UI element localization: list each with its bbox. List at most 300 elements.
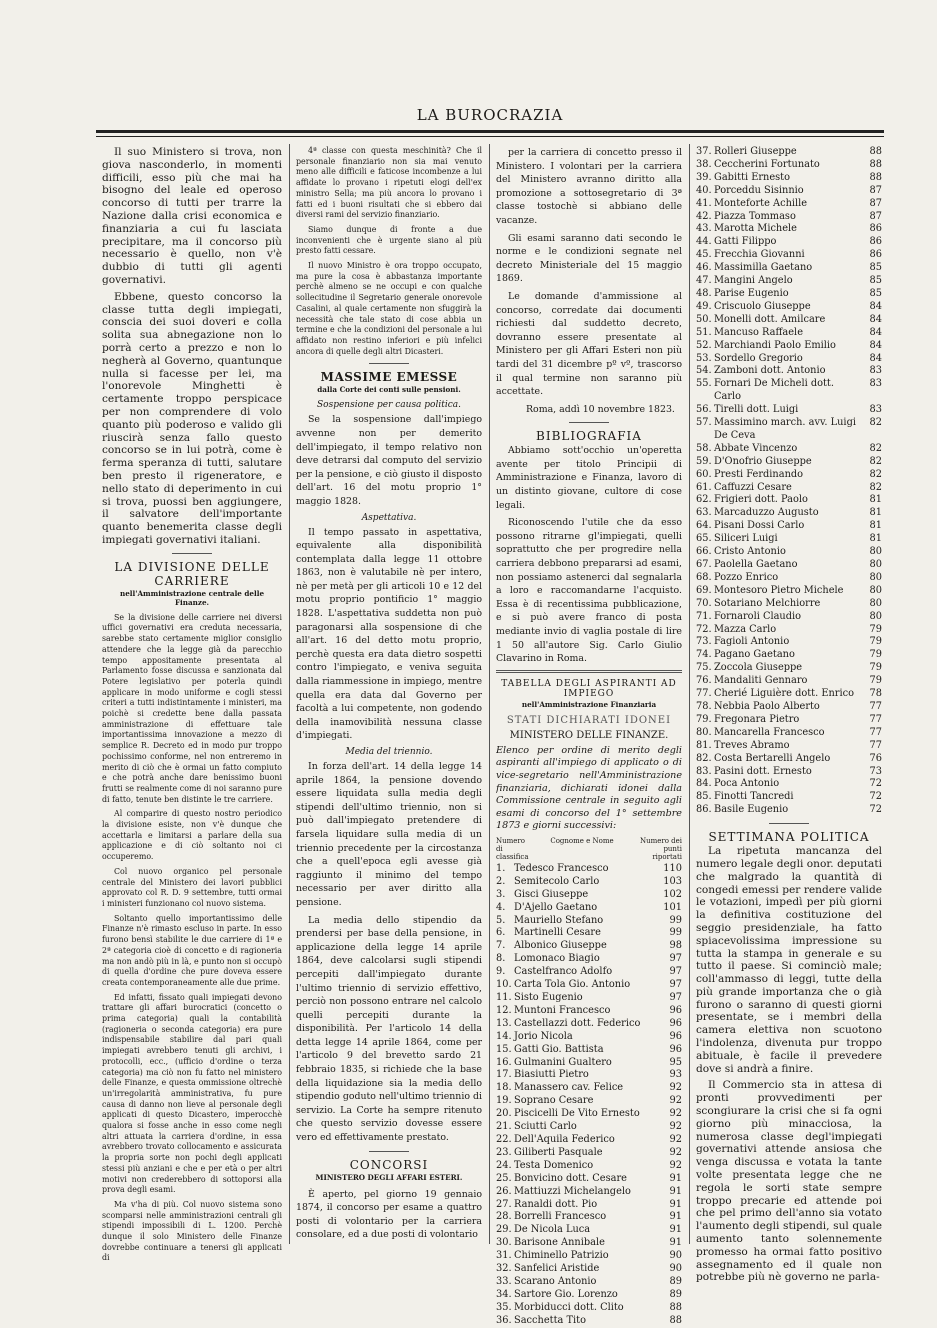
paragraph: È aperto, pel giorno 19 gennaio 1874, il concorso per esame a quattro posti di volontario per la carriera consolare, ed a due posti di volontario bbox=[296, 1188, 482, 1241]
row-number: 36. bbox=[496, 1314, 512, 1326]
paragraph: La media dello stipendio da prendersi per base della pensione, in applicazione della legge 14 aprile 1864, deve calcolarsi sugli stipendi percepiti dall'impiegato durante l'ultimo triennio di servizio effettivo, perciò non possono entrare nel calcolo quelli percepiti durante la disponibilità. Per l'articolo 14 della detta legge 14 aprile 1864, come per l'articolo 9 del brevetto sardo 21 febbraio 1835, si richiede che la base della liquidazione sia la media dello stipendio goduto nell'ultimo triennio di servizio. La Corte ha sempre ritenuto che questo servizio dovesse essere vero ed effettivamente prestato. bbox=[296, 914, 482, 1144]
row-number: 35. bbox=[496, 1301, 512, 1313]
row-points: 81 bbox=[869, 494, 882, 506]
table-header-name: Cognome e Nome bbox=[550, 836, 614, 845]
row-name: Castellazzi dott. Federico bbox=[514, 1017, 641, 1029]
table-row bbox=[496, 953, 682, 966]
table-row bbox=[696, 520, 882, 533]
ministry-heading: MINISTERO DELLE FINANZE. bbox=[509, 729, 669, 741]
table-row bbox=[496, 979, 682, 992]
row-points: 87 bbox=[869, 197, 882, 209]
table-row bbox=[496, 1121, 682, 1134]
row-points: 80 bbox=[869, 610, 882, 622]
row-number: 49. bbox=[696, 300, 712, 312]
paragraph: Soltanto quello importantissimo delle Finanze n'è rimasto escluso in parte. In esso furono bensì stabilite le due carriere di 1ª e 2ª categoria cioè di concetto e di ragioneria ma non andò più in là, e punto non si occupò di quella d'ordine che pure doveva essere creata contemporaneamente alle due prime. bbox=[102, 913, 282, 987]
masthead-rule-thin bbox=[96, 136, 884, 137]
table-row bbox=[696, 146, 882, 159]
row-points: 82 bbox=[869, 442, 882, 454]
row-points: 92 bbox=[669, 1133, 682, 1145]
row-number: 58. bbox=[696, 442, 712, 454]
row-name: Mazza Carlo bbox=[714, 623, 777, 635]
table-row bbox=[496, 1237, 682, 1250]
row-points: 80 bbox=[869, 584, 882, 596]
row-points: 79 bbox=[869, 675, 882, 687]
row-number: 48. bbox=[696, 287, 712, 299]
section-heading: Sospensione per causa politica. bbox=[317, 400, 461, 411]
row-name: De Nicola Luca bbox=[514, 1224, 591, 1236]
row-number: 77. bbox=[696, 688, 712, 700]
table-row bbox=[696, 740, 882, 753]
table-row bbox=[696, 353, 882, 366]
row-number: 63. bbox=[696, 507, 712, 519]
row-name: Frigieri dott. Paolo bbox=[714, 494, 808, 506]
row-number: 28. bbox=[496, 1211, 512, 1223]
row-name: Costa Bertarelli Angelo bbox=[714, 752, 831, 764]
row-number: 60. bbox=[696, 468, 712, 480]
table-row bbox=[696, 649, 882, 662]
row-points: 78 bbox=[869, 688, 882, 700]
row-number: 43. bbox=[696, 223, 712, 235]
row-number: 85. bbox=[696, 791, 712, 803]
paragraph: Se la divisione delle carriere nei diversi uffici governativi era creduta necessaria, sarebbe stato certamente miglior consiglio attendere che la legge già da parecchio tempo appositamente presentata al Parlamento fosse discussa e sanzionata dal Potere legislativo per poterla quindi applicare in modo uniforme e cogli stessi criteri a tutti indistintamente i ministeri, ma poichè si credette bene dalla passata amministrazione di effettuare tale importantissima innovazione a mezzo di semplice R. Decreto ed in modo pur troppo pochissimo conforme, nel non entreremo in merito di ciò che è ormai un fatto compiuto e che potrà anche dare benissimo buoni frutti se realmente come di noi saranno pure di fatto, tenute ben distinte le tre carriere. bbox=[102, 612, 282, 804]
row-number: 29. bbox=[496, 1224, 512, 1236]
table-row bbox=[496, 940, 682, 953]
table-row bbox=[496, 889, 682, 902]
table-row bbox=[696, 456, 882, 469]
paragraph: Le domande d'ammissione al concorso, corredate dai documenti richiesti dal suddetto decreto, dovranno essere presentate al Ministero per gli Affari Esteri non più tardi del 31 dicembre pº vº, trascorso il qual termine non saranno più accettate. bbox=[496, 290, 682, 398]
article-subheading: dalla Corte dei conti sulle pensioni. bbox=[317, 385, 461, 395]
paragraph: La ripetuta mancanza del numero legale degli onor. deputati che malgrado la quantità di congedi emessi per rendere valide le votazioni, impedì per più giorni la definitiva costituzione del seggio presidenziale, ha fatto spiacevolissima impressione su tutta la stampa in generale e su tutto il paese. Si cominciò male; coll'ammasso di leggi, tutte della più grande importanza che o già furono o saranno di questi giorni presentate, se i membri della camera elettiva non scuotono l'indolenza, divenuta pur troppo abituale, è facile il prevedere dove si andrà a finire. bbox=[696, 845, 882, 1075]
row-points: 79 bbox=[869, 662, 882, 674]
article-subheading: MINISTERO DEGLI AFFARI ESTERI. bbox=[315, 1172, 463, 1182]
paragraph: Ebbene, questo concorso la classe tutta degli impiegati, conscia dei suoi doveri e colla solita sua abnegazione non lo porrà certo a prezzo e non lo negherà al Governo, quantunque nulla si facesse per lei, ma l'onorevole Minghetti è certamente troppo perspicace per non comprendere di volo quanto più poderoso e valido gli riuscirà senza fallo questo concorso se in lui potrà, come è ferma speranza di tutti, salutare ben presto il rigeneratore, e nello stato di deperimento in cui si trova, puossi ben aggiungere, il salvatore dell'importante quanto benemerita classe degli impiegati governativi italiani. bbox=[102, 290, 282, 546]
row-points: 82 bbox=[869, 417, 882, 429]
row-points: 82 bbox=[869, 455, 882, 467]
table-row bbox=[696, 443, 882, 456]
paragraph: Il tempo passato in aspettativa, equivalente alla disponibilità contemplata dalla legge 11 ottobre 1863, non è valutabile nè per intero, nè per metà per gli articoli 10 e 12 del motu proprio pontificio 1° maggio 1828. L'aspettativa suddetta non può paragonarsi alla sospensione di che all'art. 16 del detto motu proprio, perchè questa era data dietro sospetti contro l'impiegato, e veniva seguita dalla riammessione in impiego, mentre quella era data dal Governo per facoltà a lui competente, non godendo della inamovibilità nessuna classe d'impiegati. bbox=[296, 526, 482, 742]
paragraph: Col nuovo organico pel personale centrale del Ministero dei lavori pubblici approvato col R. D. 9 settembre, tutti ormai i ministeri funzionano col nuovo sistema. bbox=[102, 866, 282, 908]
table-row bbox=[696, 494, 882, 507]
row-number: 64. bbox=[696, 520, 712, 532]
row-points: 97 bbox=[669, 953, 682, 965]
row-number: 50. bbox=[696, 313, 712, 325]
table-row bbox=[696, 585, 882, 598]
row-number: 51. bbox=[696, 326, 712, 338]
table-row bbox=[696, 172, 882, 185]
row-points: 101 bbox=[663, 901, 682, 913]
row-name: Tedesco Francesco bbox=[514, 862, 609, 874]
row-points: 96 bbox=[669, 1004, 682, 1016]
row-points: 76 bbox=[869, 752, 882, 764]
row-name: Piazza Tommaso bbox=[714, 210, 796, 222]
row-name: Sartore Gio. Lorenzo bbox=[514, 1288, 618, 1300]
row-number: 24. bbox=[496, 1159, 512, 1171]
row-points: 91 bbox=[669, 1172, 682, 1184]
row-name: Massimino march. avv. Luigi De Ceva bbox=[714, 417, 856, 441]
row-name: Gabitti Ernesto bbox=[714, 171, 790, 183]
table-row bbox=[696, 365, 882, 378]
table-row bbox=[696, 804, 882, 817]
table-row bbox=[696, 327, 882, 340]
row-points: 85 bbox=[869, 262, 882, 274]
row-points: 80 bbox=[869, 571, 882, 583]
table-row bbox=[496, 1211, 682, 1224]
row-points: 91 bbox=[669, 1198, 682, 1210]
row-name: Marcaduzzo Augusto bbox=[714, 507, 819, 519]
row-name: Jorio Nicola bbox=[514, 1030, 573, 1042]
row-points: 77 bbox=[869, 726, 882, 738]
row-name: D'Onofrio Giuseppe bbox=[714, 455, 812, 467]
row-number: 65. bbox=[696, 533, 712, 545]
table-row bbox=[696, 507, 882, 520]
row-name: Fregonara Pietro bbox=[714, 713, 800, 725]
row-name: Nebbia Paolo Alberto bbox=[714, 700, 820, 712]
table-row bbox=[696, 714, 882, 727]
row-number: 69. bbox=[696, 584, 712, 596]
row-name: Fornaroli Claudio bbox=[714, 610, 802, 622]
table-row bbox=[696, 636, 882, 649]
table-row bbox=[696, 753, 882, 766]
row-name: Siliceri Luigi bbox=[714, 533, 778, 545]
row-name: Soprano Cesare bbox=[514, 1095, 594, 1107]
article-heading: TABELLA DEGLI ASPIRANTI AD IMPIEGO bbox=[501, 678, 677, 699]
row-number: 17. bbox=[496, 1069, 512, 1081]
row-points: 83 bbox=[869, 365, 882, 377]
row-number: 42. bbox=[696, 210, 712, 222]
table-row bbox=[496, 927, 682, 940]
paragraph: 4ª classe con questa meschinità? Che il personale finanziario non sia mai venuto meno alle difficili e faticose incombenze a lui affidate lo provano i ripetuti elogi dell'ex ministro Sella; ma più ancora lo provano i fatti ed i buoni risultati che si ebbero dai diversi rami del servizio finanziario. bbox=[296, 146, 482, 220]
row-number: 3. bbox=[496, 888, 506, 900]
row-name: Biasiutti Pietro bbox=[514, 1069, 589, 1081]
row-number: 32. bbox=[496, 1263, 512, 1275]
table-header bbox=[496, 837, 682, 861]
row-points: 92 bbox=[669, 1082, 682, 1094]
row-points: 89 bbox=[669, 1275, 682, 1287]
row-points: 92 bbox=[669, 1146, 682, 1158]
article-heading: LA DIVISIONE DELLE CARRIERE bbox=[114, 559, 270, 588]
row-points: 85 bbox=[869, 287, 882, 299]
article-subheading: STATI DICHIARATI IDONEI bbox=[506, 714, 672, 726]
row-name: Lomonaco Biagio bbox=[514, 953, 600, 965]
paragraph: Siamo dunque di fronte a due inconvenienti che è urgente siano al più presto fatti cessare. bbox=[296, 224, 482, 256]
row-number: 11. bbox=[496, 992, 512, 1003]
table-row bbox=[496, 1289, 682, 1302]
row-name: Bonvicino dott. Cesare bbox=[514, 1172, 627, 1184]
table-row bbox=[496, 1224, 682, 1237]
row-points: 79 bbox=[869, 623, 882, 635]
table-row bbox=[696, 533, 882, 546]
paragraph: Il nuovo Ministro è ora troppo occupato, ma pure la cosa è abbastanza importante perchè almeno se ne occupi e con qualche sollecitudine il Segretario generale onorevole Casalini, al quale certamente non sfuggirà la necessità che tale stato di cose abbia un termine e che la condizioni del personale a lui affidato non restino inferiori e più infelici ancora di quelle degli altri Dicasteri. bbox=[296, 261, 482, 356]
table-row bbox=[696, 624, 882, 637]
row-name: Porceddu Sisinnio bbox=[714, 184, 804, 196]
table-row bbox=[696, 778, 882, 791]
row-number: 84. bbox=[696, 778, 712, 790]
row-points: 97 bbox=[669, 966, 682, 978]
row-points: 96 bbox=[669, 1017, 682, 1029]
row-number: 7. bbox=[496, 940, 506, 952]
row-number: 76. bbox=[696, 675, 712, 687]
paragraph: Roma, addì 10 novembre 1823. bbox=[526, 403, 675, 415]
row-name: Finotti Tancredi bbox=[714, 791, 794, 803]
row-name: Frecchia Giovanni bbox=[714, 249, 805, 261]
row-name: Presti Ferdinando bbox=[714, 468, 804, 480]
row-points: 80 bbox=[869, 597, 882, 609]
row-points: 91 bbox=[669, 1237, 682, 1249]
row-name: Barisone Annibale bbox=[514, 1237, 605, 1249]
table-row bbox=[496, 1199, 682, 1212]
row-points: 90 bbox=[669, 1263, 682, 1275]
row-name: Gulmanini Gualtero bbox=[514, 1056, 612, 1068]
row-name: Mandaliti Gennaro bbox=[714, 675, 808, 687]
table-row bbox=[496, 1069, 682, 1082]
table-row bbox=[696, 211, 882, 224]
row-number: 45. bbox=[696, 249, 712, 261]
row-name: Sanfelici Aristide bbox=[514, 1263, 600, 1275]
table-row bbox=[696, 275, 882, 288]
paragraph: Il Commercio sta in attesa di pronti provvedimenti per scongiurare la crisi che si fa ogni giorno più minacciosa, la numerosa classe degl'impiegati governativi attende ansiosa che venga discussa e votata la tante volte presentata legge che ne regola le sorti state sempre troppo precarie ed attende poi che pel primo dell'anno sia votato l'aumento degli stipendi, sul quale aumento tanto solennemente promesso ha ormai fatto positivo assegnamento ed il quale non potrebbe più nè governo ne parla- bbox=[696, 1079, 882, 1284]
row-points: 84 bbox=[869, 339, 882, 351]
row-name: Pisani Dossi Carlo bbox=[714, 520, 805, 532]
divider bbox=[369, 363, 409, 364]
section-heading: Media del triennio. bbox=[345, 747, 433, 758]
row-points: 97 bbox=[669, 992, 682, 1003]
row-points: 88 bbox=[869, 146, 882, 157]
paragraph: Se la sospensione dall'impiego avvenne non per demerito dell'impiegato, il tempo relativo non deve detrarsi dal computo del servizio per la pensione, e ciò giusto il disposto dell'art. 16 del motu proprio 1° maggio 1828. bbox=[296, 414, 482, 507]
row-points: 77 bbox=[869, 700, 882, 712]
paragraph: Abbiamo sott'occhio un'operetta avente per titolo Principii di Amministrazione e Finanza, lavoro di un distinto giovane, cultore di cose legali. bbox=[496, 445, 682, 511]
row-name: Pasini dott. Ernesto bbox=[714, 765, 812, 777]
row-number: 81. bbox=[696, 739, 712, 751]
row-name: Mangini Angelo bbox=[714, 275, 793, 287]
row-number: 59. bbox=[696, 455, 712, 467]
row-number: 82. bbox=[696, 752, 712, 764]
masthead-title: LA BUROCRAZIA bbox=[416, 106, 564, 124]
row-name: Albonico Giuseppe bbox=[514, 940, 607, 952]
row-name: D'Ajello Gaetano bbox=[514, 901, 598, 913]
table-row bbox=[696, 185, 882, 198]
row-name: Cristo Antonio bbox=[714, 546, 786, 558]
row-name: Pagano Gaetano bbox=[714, 649, 795, 661]
row-number: 34. bbox=[496, 1288, 512, 1300]
row-name: Scarano Antonio bbox=[514, 1275, 597, 1287]
column-2 bbox=[296, 146, 482, 1246]
table-row bbox=[696, 791, 882, 804]
row-name: Parise Eugenio bbox=[714, 287, 789, 299]
row-points: 97 bbox=[669, 979, 682, 991]
table-row bbox=[496, 992, 682, 1005]
table-row bbox=[696, 546, 882, 559]
article-heading: MASSIME EMESSE bbox=[320, 370, 458, 385]
row-number: 71. bbox=[696, 610, 712, 622]
table-row bbox=[696, 378, 882, 404]
row-name: Ceccherini Fortunato bbox=[714, 158, 820, 170]
table-row bbox=[496, 1302, 682, 1315]
row-points: 88 bbox=[869, 171, 882, 183]
row-number: 22. bbox=[496, 1133, 512, 1145]
table-row bbox=[496, 1186, 682, 1199]
table-row bbox=[696, 611, 882, 624]
table-row bbox=[696, 598, 882, 611]
row-points: 80 bbox=[869, 559, 882, 570]
article-heading: BIBLIOGRAFIA bbox=[536, 429, 642, 444]
article-subheading: nell'Amministrazione Finanziaria bbox=[521, 699, 657, 709]
row-points: 96 bbox=[669, 1043, 682, 1055]
row-number: 37. bbox=[696, 146, 712, 157]
row-name: Dell'Aquila Federico bbox=[514, 1133, 615, 1145]
row-number: 30. bbox=[496, 1237, 512, 1249]
row-points: 83 bbox=[869, 404, 882, 416]
table-row bbox=[496, 1057, 682, 1070]
row-points: 79 bbox=[869, 649, 882, 661]
table-row bbox=[496, 1147, 682, 1160]
row-points: 92 bbox=[669, 1108, 682, 1120]
row-name: Muntoni Francesco bbox=[514, 1004, 611, 1016]
row-points: 91 bbox=[669, 1211, 682, 1223]
row-name: Ranaldi dott. Pio bbox=[514, 1198, 598, 1210]
candidate-list bbox=[696, 146, 882, 817]
row-number: 19. bbox=[496, 1095, 512, 1107]
row-points: 83 bbox=[869, 378, 882, 390]
divider bbox=[496, 670, 682, 673]
table-row bbox=[696, 559, 882, 572]
paragraph: Ed infatti, fissato quali impiegati devono trattare gli affari burocratici (concetto o prima categoria) quali la contabilità (ragioneria o seconda categoria) era pure indispensabile stabilire dal pari quali impiegati avrebbero tenuti gli archivi, i protocolli, ecc., (ufficio d'ordine o terza categoria) ma ciò non fu fatto nel ministero delle Finanze, e questa ommissione oltrechè un'irregolarità amministrativa, fu pure causa di danno non lieve al personale degli applicati di questo Dicastero, imperocchè qualora si fosse anche in esso come negli altri attuata la carriera d'ordine, in essa avrebbero trovato collocamento e assicurata la propria sorte non pochi degli applicati stessi più anziani e che e per età o per altri motivi non crederebbero di sottoporsi alla prova degli esami. bbox=[102, 992, 282, 1195]
row-points: 91 bbox=[669, 1185, 682, 1197]
row-points: 88 bbox=[669, 1314, 682, 1326]
row-number: 14. bbox=[496, 1030, 512, 1042]
row-points: 86 bbox=[869, 236, 882, 248]
table-row bbox=[496, 1263, 682, 1276]
row-name: Treves Abramo bbox=[714, 739, 790, 751]
row-number: 12. bbox=[496, 1004, 512, 1016]
row-name: Monteforte Achille bbox=[714, 197, 808, 209]
table-row bbox=[496, 1250, 682, 1263]
row-points: 92 bbox=[669, 1121, 682, 1133]
table-row bbox=[696, 236, 882, 249]
row-name: Fagioli Antonio bbox=[714, 636, 790, 648]
row-name: Carta Tola Gio. Antonio bbox=[514, 979, 631, 991]
row-number: 21. bbox=[496, 1121, 512, 1133]
table-row bbox=[496, 1134, 682, 1147]
row-name: Paolella Gaetano bbox=[714, 559, 798, 570]
row-name: Criscuolo Giuseppe bbox=[714, 300, 811, 312]
row-number: 55. bbox=[696, 378, 712, 390]
column-4 bbox=[696, 146, 882, 1288]
row-name: Monelli dott. Amilcare bbox=[714, 313, 826, 325]
row-number: 70. bbox=[696, 597, 712, 609]
row-number: 66. bbox=[696, 546, 712, 558]
row-number: 47. bbox=[696, 275, 712, 287]
row-number: 86. bbox=[696, 804, 712, 816]
table-row bbox=[696, 340, 882, 353]
row-points: 81 bbox=[869, 520, 882, 532]
row-number: 18. bbox=[496, 1082, 512, 1094]
paragraph: In forza dell'art. 14 della legge 14 aprile 1864, la pensione dovendo essere liquidata sulla media degli stipendi dell'ultimo triennio, non si può dall'impiegato pretendere di farsela liquidare sulla media di un triennio precedente per la circostanza che a quell'epoca egli avesse già raggiunto il minimo del tempo necessario per aver diritto alla pensione. bbox=[296, 761, 482, 908]
row-points: 90 bbox=[669, 1250, 682, 1262]
paragraph: Il suo Ministero si trova, non giova nasconderlo, in momenti difficili, esso più che mai ha bisogno del leale ed operoso concorso di tutti per trarre la Nazione dalla crisi economica e finanziaria a cui fu lasciata precipitare, ma il concorso più necessario è quello, non v'è dubbio di tutti gli agenti governativi. bbox=[102, 146, 282, 286]
row-name: Gisci Giuseppe bbox=[514, 888, 589, 900]
row-name: Rolleri Giuseppe bbox=[714, 146, 797, 157]
table-row bbox=[696, 417, 882, 443]
table-row bbox=[496, 1082, 682, 1095]
table-row bbox=[696, 249, 882, 262]
table-row bbox=[696, 701, 882, 714]
paragraph: Gli esami saranno dati secondo le norme e le condizioni segnate nel decreto Ministeriale del 15 maggio 1869. bbox=[496, 232, 682, 285]
row-name: Giliberti Pasquale bbox=[514, 1146, 603, 1158]
table-row bbox=[496, 876, 682, 889]
table-row bbox=[496, 1095, 682, 1108]
row-number: 10. bbox=[496, 979, 512, 991]
table-row bbox=[496, 1005, 682, 1018]
table-header-number: Numero di classifica bbox=[496, 836, 529, 861]
row-points: 87 bbox=[869, 210, 882, 222]
row-number: 62. bbox=[696, 494, 712, 506]
row-number: 20. bbox=[496, 1108, 512, 1120]
divider bbox=[369, 1151, 409, 1152]
row-name: Sciutti Carlo bbox=[514, 1121, 577, 1133]
table-row bbox=[696, 482, 882, 495]
row-points: 88 bbox=[869, 158, 882, 170]
row-number: 44. bbox=[696, 236, 712, 248]
row-number: 15. bbox=[496, 1043, 512, 1055]
row-name: Sotariano Melchiorre bbox=[714, 597, 821, 609]
column-separator bbox=[289, 144, 290, 1244]
row-points: 77 bbox=[869, 713, 882, 725]
row-points: 102 bbox=[663, 888, 682, 900]
table-row bbox=[696, 572, 882, 585]
row-points: 85 bbox=[869, 275, 882, 287]
row-name: Gatti Gio. Battista bbox=[514, 1043, 604, 1055]
table-row bbox=[696, 469, 882, 482]
row-name: Sordello Gregorio bbox=[714, 352, 803, 364]
row-points: 91 bbox=[669, 1224, 682, 1236]
row-points: 73 bbox=[869, 765, 882, 777]
row-name: Cherié Liguière dott. Enrico bbox=[714, 688, 855, 700]
row-number: 5. bbox=[496, 914, 506, 926]
paragraph: per la carriera di concetto presso il Ministero. I volontari per la carriera del Ministero avranno diritto alla promozione a sottosegretario di 3ª classe tostochè si abbiano delle vacanze. bbox=[496, 147, 682, 226]
row-number: 9. bbox=[496, 966, 506, 978]
table-row bbox=[496, 1160, 682, 1173]
row-number: 13. bbox=[496, 1017, 512, 1029]
row-number: 80. bbox=[696, 726, 712, 738]
row-points: 81 bbox=[869, 533, 882, 545]
row-points: 72 bbox=[869, 804, 882, 816]
paragraph: Riconoscendo l'utile che da esso possono ritrarne gl'impiegati, quelli soprattutto che per progredire nella carriera debbono prepararsi ad esami, non possiamo astenerci dal segnalarla a loro e raccomandarne l'acquisto. Essa è di recentissima pubblicazione, e si può avere franco di posta mediante invio di vaglia postale di lire 1 50 all'autore Sig. Carlo Giulio Clavarino in Roma. bbox=[496, 517, 682, 665]
row-points: 86 bbox=[869, 249, 882, 261]
row-number: 67. bbox=[696, 559, 712, 570]
row-number: 46. bbox=[696, 262, 712, 274]
table-row bbox=[696, 223, 882, 236]
row-number: 1. bbox=[496, 862, 506, 874]
article-subheading: nell'Amministrazione centrale delle Finanze. bbox=[119, 588, 265, 607]
table-row bbox=[496, 915, 682, 928]
row-number: 74. bbox=[696, 649, 712, 661]
row-points: 84 bbox=[869, 326, 882, 338]
row-points: 82 bbox=[869, 481, 882, 493]
table-row bbox=[696, 262, 882, 275]
divider bbox=[769, 823, 809, 824]
row-name: Basile Eugenio bbox=[714, 804, 789, 816]
row-name: Chiminello Patrizio bbox=[514, 1250, 609, 1262]
table-row bbox=[696, 301, 882, 314]
masthead-rule-thick bbox=[96, 130, 884, 133]
row-points: 89 bbox=[669, 1288, 682, 1300]
row-points: 77 bbox=[869, 739, 882, 751]
row-number: 68. bbox=[696, 571, 712, 583]
row-points: 87 bbox=[869, 184, 882, 196]
row-name: Mauriello Stefano bbox=[514, 914, 604, 926]
column-separator bbox=[689, 144, 690, 1244]
section-heading: Aspettativa. bbox=[361, 512, 417, 523]
